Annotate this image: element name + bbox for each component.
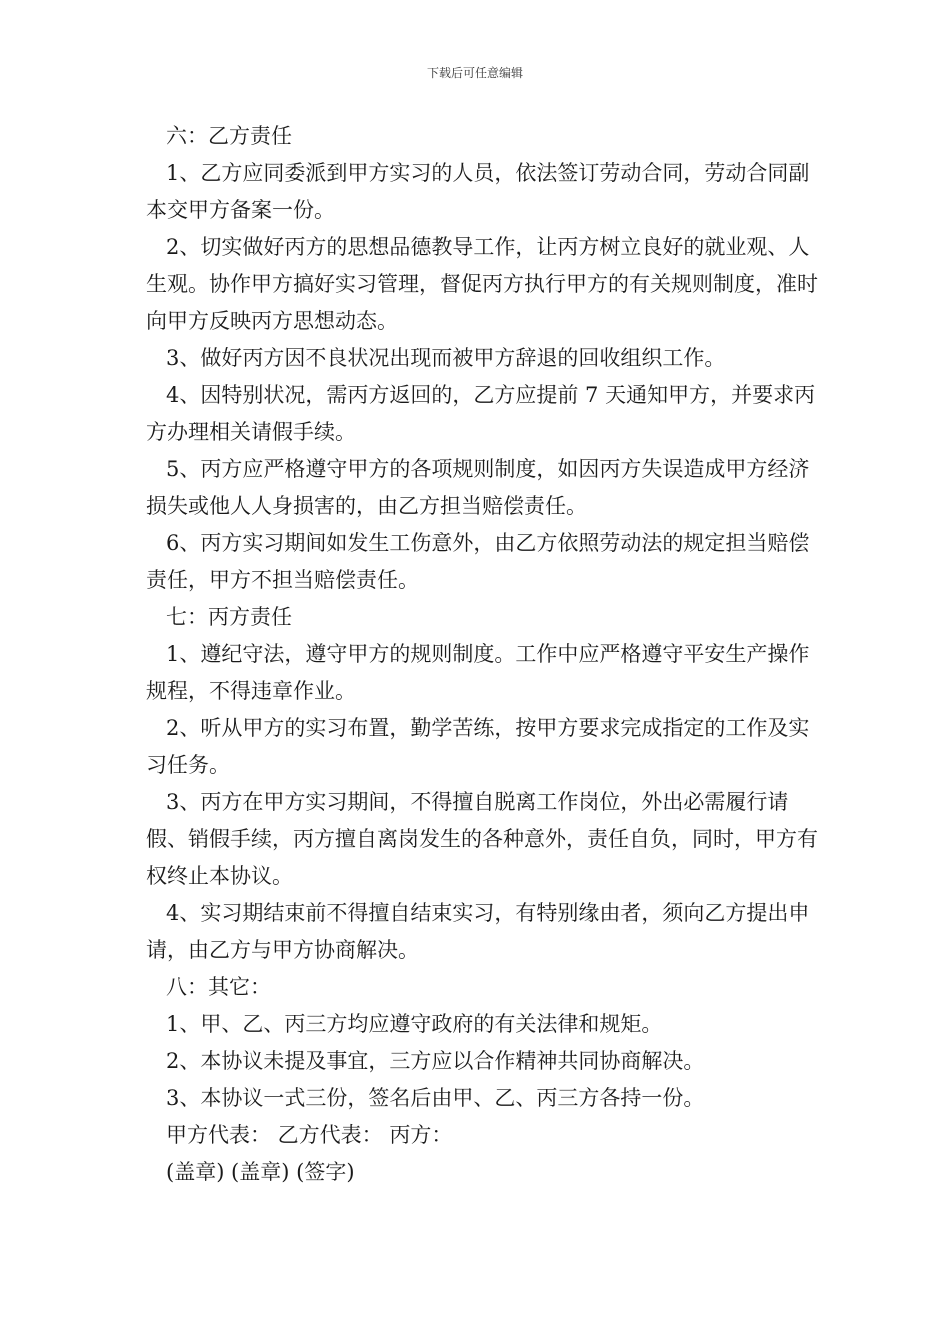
signature-labels: 甲方代表： 乙方代表： 丙方： [166, 1123, 453, 1147]
document-body [146, 118, 826, 1191]
paragraph: 6、丙方实习期间如发生工伤意外，由乙方依照劳动法的规定担当赔偿责任，甲方不担当赔偿责任。 [146, 531, 810, 592]
signature-stamps: (盖章) (盖章) (签字) [166, 1160, 355, 1184]
paragraph: 1、乙方应同委派到甲方实习的人员，依法签订劳动合同，劳动合同副本交甲方备案一份。 [146, 161, 810, 222]
paragraph: 2、本协议未提及事宜，三方应以合作精神共同协商解决。 [166, 1049, 705, 1073]
paragraph: 3、本协议一式三份，签名后由甲、乙、丙三方各持一份。 [166, 1086, 705, 1110]
section-heading: 六：乙方责任 [166, 124, 292, 148]
paragraph: 3、丙方在甲方实习期间，不得擅自脱离工作岗位，外出必需履行请假、销假手续，丙方擅自离岗发生的各种意外，责任自负，同时，甲方有权终止本协议。 [146, 790, 818, 888]
paragraph: 5、丙方应严格遵守甲方的各项规则制度，如因丙方失误造成甲方经济损失或他人人身损害的，由乙方担当赔偿责任。 [146, 457, 810, 518]
paragraph: 1、甲、乙、丙三方均应遵守政府的有关法律和规矩。 [166, 1012, 663, 1036]
paragraph: 4、实习期结束前不得擅自结束实习，有特别缘由者，须向乙方提出申请，由乙方与甲方协商解决。 [146, 901, 810, 962]
paragraph: 3、做好丙方因不良状况出现而被甲方辞退的回收组织工作。 [166, 346, 726, 370]
section-heading: 七：丙方责任 [166, 605, 292, 629]
paragraph: 4、因特别状况，需丙方返回的，乙方应提前 7 天通知甲方，并要求丙方办理相关请假手续。 [146, 383, 816, 444]
paragraph: 2、切实做好丙方的思想品德教导工作，让丙方树立良好的就业观、人生观。协作甲方搞好实习管理，督促丙方执行甲方的有关规则制度，准时向甲方反映丙方思想动态。 [146, 235, 818, 333]
paragraph: 1、遵纪守法，遵守甲方的规则制度。工作中应严格遵守平安生产操作规程，不得违章作业。 [146, 642, 810, 703]
section-heading: 八：其它： [166, 975, 271, 999]
paragraph: 2、听从甲方的实习布置，勤学苦练，按甲方要求完成指定的工作及实习任务。 [146, 716, 810, 777]
page-header: 下载后可任意编辑 [426, 66, 523, 80]
